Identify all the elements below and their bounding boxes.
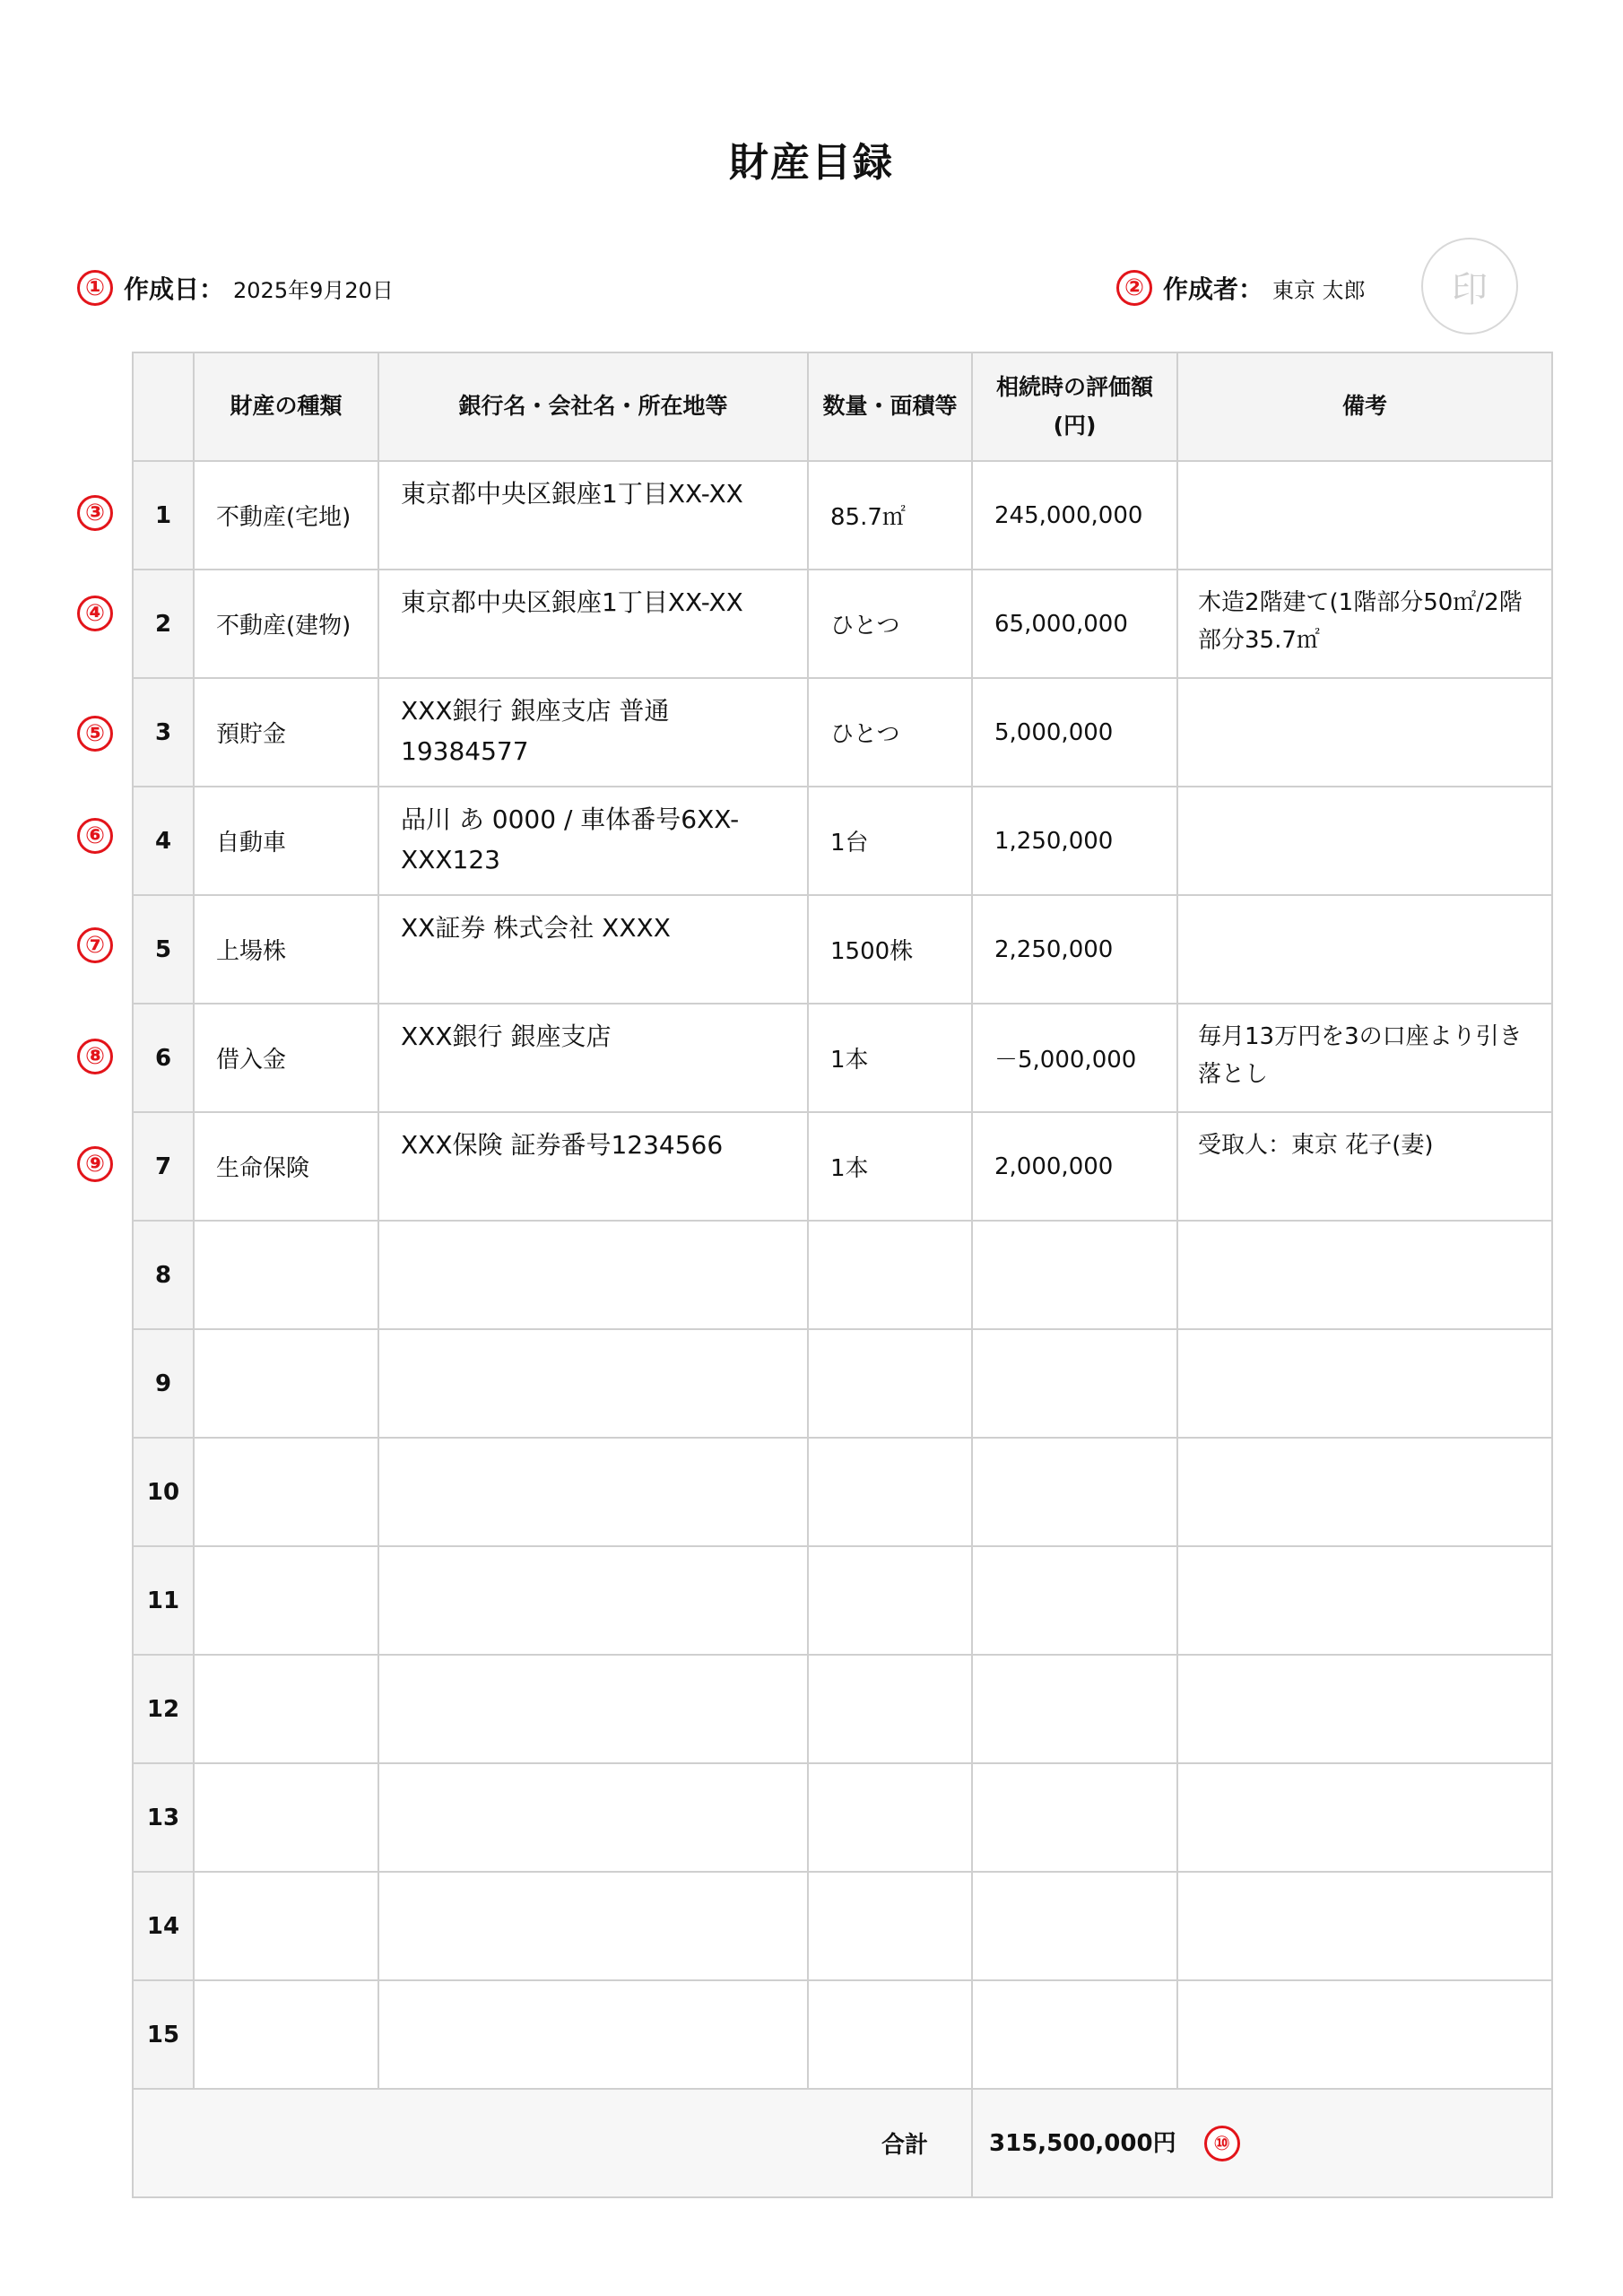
- quantity: 1台: [808, 787, 972, 895]
- remarks: [1177, 895, 1552, 1004]
- bank-company-location: [378, 1438, 808, 1546]
- created-date-label: 作成日：: [124, 274, 225, 304]
- asset-type: 預貯金: [194, 678, 378, 787]
- row-number: 4: [133, 787, 194, 895]
- table-row: [133, 678, 1552, 787]
- asset-type: [194, 1329, 378, 1438]
- valuation: 1,250,000: [972, 787, 1177, 895]
- annotation-marker-2: ②: [1116, 270, 1152, 306]
- valuation: [972, 1438, 1177, 1546]
- bank-company-location: XXX銀行 銀座支店: [378, 1004, 808, 1112]
- row-number: 9: [133, 1329, 194, 1438]
- remarks: [1177, 461, 1552, 570]
- valuation: 65,000,000: [972, 570, 1177, 678]
- quantity: ひとつ: [808, 570, 972, 678]
- remarks: [1177, 787, 1552, 895]
- bank-company-location: 品川 あ 0000 / 車体番号6XX-XXX123: [378, 787, 808, 895]
- valuation: 5,000,000: [972, 678, 1177, 787]
- header-quantity-area: 数量・面積等: [808, 352, 972, 461]
- row-number: 1: [133, 461, 194, 570]
- row-number: 8: [133, 1221, 194, 1329]
- row-number: 6: [133, 1004, 194, 1112]
- author-label: 作成者：: [1163, 274, 1264, 304]
- valuation: 245,000,000: [972, 461, 1177, 570]
- valuation: 2,250,000: [972, 895, 1177, 1004]
- bank-company-location: [378, 1221, 808, 1329]
- table-row: [133, 1329, 1552, 1438]
- quantity: 1本: [808, 1112, 972, 1221]
- remarks: [1177, 1655, 1552, 1763]
- valuation: [972, 1655, 1177, 1763]
- quantity: [808, 1329, 972, 1438]
- header-bank-company-location: 銀行名・会社名・所在地等: [378, 352, 808, 461]
- table-row: [133, 461, 1552, 570]
- bank-company-location: XXX保険 証券番号1234566: [378, 1112, 808, 1221]
- asset-type: [194, 1872, 378, 1980]
- table-row: [133, 1112, 1552, 1221]
- total-label: 合計: [133, 2089, 972, 2197]
- quantity: 1本: [808, 1004, 972, 1112]
- table-row: [133, 1004, 1552, 1112]
- valuation: [972, 1546, 1177, 1655]
- asset-type: 生命保険: [194, 1112, 378, 1221]
- remarks: [1177, 1980, 1552, 2089]
- quantity: [808, 1221, 972, 1329]
- valuation: [972, 1329, 1177, 1438]
- table-row: [133, 1655, 1552, 1763]
- annotation-marker-8: ⑧: [77, 1039, 113, 1074]
- annotation-marker-6: ⑥: [77, 818, 113, 854]
- asset-type: 借入金: [194, 1004, 378, 1112]
- valuation: －5,000,000: [972, 1004, 1177, 1112]
- row-number: 11: [133, 1546, 194, 1655]
- created-date-value: 2025年9月20日: [233, 277, 394, 303]
- remarks: [1177, 1221, 1552, 1329]
- valuation: [972, 1872, 1177, 1980]
- remarks: [1177, 1763, 1552, 1872]
- author-value: 東京 太郎: [1272, 277, 1366, 303]
- author: [1116, 267, 1366, 309]
- bank-company-location: [378, 1655, 808, 1763]
- annotation-marker-3: ③: [77, 495, 113, 531]
- quantity: 85.7㎡: [808, 461, 972, 570]
- quantity: [808, 1872, 972, 1980]
- row-number: 15: [133, 1980, 194, 2089]
- header-asset-type: 財産の種類: [194, 352, 378, 461]
- row-number: 7: [133, 1112, 194, 1221]
- quantity: [808, 1980, 972, 2089]
- quantity: 1500株: [808, 895, 972, 1004]
- annotation-marker-9: ⑨: [77, 1146, 113, 1182]
- created-date: [77, 267, 394, 309]
- table-row: [133, 1221, 1552, 1329]
- bank-company-location: 東京都中央区銀座1丁目XX-XX: [378, 570, 808, 678]
- bank-company-location: XX証券 株式会社 XXXX: [378, 895, 808, 1004]
- table-row: [133, 1546, 1552, 1655]
- total-value: 315,500,000円: [989, 2129, 1176, 2157]
- row-number: 2: [133, 570, 194, 678]
- table-header-row: [133, 352, 1552, 461]
- remarks: [1177, 1438, 1552, 1546]
- asset-type: 不動産(宅地): [194, 461, 378, 570]
- table-row: [133, 1438, 1552, 1546]
- asset-type: [194, 1980, 378, 2089]
- table-row: [133, 895, 1552, 1004]
- table-row: [133, 1763, 1552, 1872]
- annotation-marker-1: ①: [77, 270, 113, 306]
- quantity: [808, 1763, 972, 1872]
- bank-company-location: 東京都中央区銀座1丁目XX-XX: [378, 461, 808, 570]
- bank-company-location: [378, 1546, 808, 1655]
- row-number: 3: [133, 678, 194, 787]
- remarks: 受取人：東京 花子(妻): [1177, 1112, 1552, 1221]
- asset-type: 不動産(建物): [194, 570, 378, 678]
- remarks: [1177, 1872, 1552, 1980]
- valuation: [972, 1763, 1177, 1872]
- annotation-marker-4: ④: [77, 596, 113, 631]
- remarks: 木造2階建て(1階部分50㎡/2階部分35.7㎡: [1177, 570, 1552, 678]
- quantity: [808, 1655, 972, 1763]
- row-number: 5: [133, 895, 194, 1004]
- asset-type: 自動車: [194, 787, 378, 895]
- asset-type: [194, 1221, 378, 1329]
- total-value-cell: [972, 2089, 1552, 2197]
- remarks: [1177, 678, 1552, 787]
- table-row: [133, 570, 1552, 678]
- annotation-marker-5: ⑤: [77, 716, 113, 752]
- table-row: [133, 787, 1552, 895]
- row-number: 14: [133, 1872, 194, 1980]
- row-number: 12: [133, 1655, 194, 1763]
- bank-company-location: [378, 1980, 808, 2089]
- remarks: [1177, 1329, 1552, 1438]
- row-number: 10: [133, 1438, 194, 1546]
- asset-type: 上場株: [194, 895, 378, 1004]
- bank-company-location: [378, 1872, 808, 1980]
- header-no: [133, 352, 194, 461]
- header-valuation: 相続時の評価額(円): [972, 352, 1177, 461]
- row-number: 13: [133, 1763, 194, 1872]
- bank-company-location: [378, 1763, 808, 1872]
- header-remarks: 備考: [1177, 352, 1552, 461]
- valuation: [972, 1980, 1177, 2089]
- table-row: [133, 1872, 1552, 1980]
- remarks: 毎月13万円を3の口座より引き落とし: [1177, 1004, 1552, 1112]
- asset-type: [194, 1655, 378, 1763]
- quantity: ひとつ: [808, 678, 972, 787]
- table-row: [133, 1980, 1552, 2089]
- annotation-marker-10: ⑩: [1204, 2126, 1240, 2161]
- valuation: 2,000,000: [972, 1112, 1177, 1221]
- annotation-marker-7: ⑦: [77, 927, 113, 963]
- seal-stamp: 印: [1421, 238, 1518, 335]
- bank-company-location: [378, 1329, 808, 1438]
- page-title: 財産目録: [729, 140, 894, 186]
- total-row: [133, 2089, 1552, 2197]
- quantity: [808, 1438, 972, 1546]
- asset-type: [194, 1763, 378, 1872]
- valuation: [972, 1221, 1177, 1329]
- asset-inventory-table: [132, 352, 1553, 2198]
- quantity: [808, 1546, 972, 1655]
- asset-type: [194, 1546, 378, 1655]
- bank-company-location: XXX銀行 銀座支店 普通 19384577: [378, 678, 808, 787]
- remarks: [1177, 1546, 1552, 1655]
- asset-type: [194, 1438, 378, 1546]
